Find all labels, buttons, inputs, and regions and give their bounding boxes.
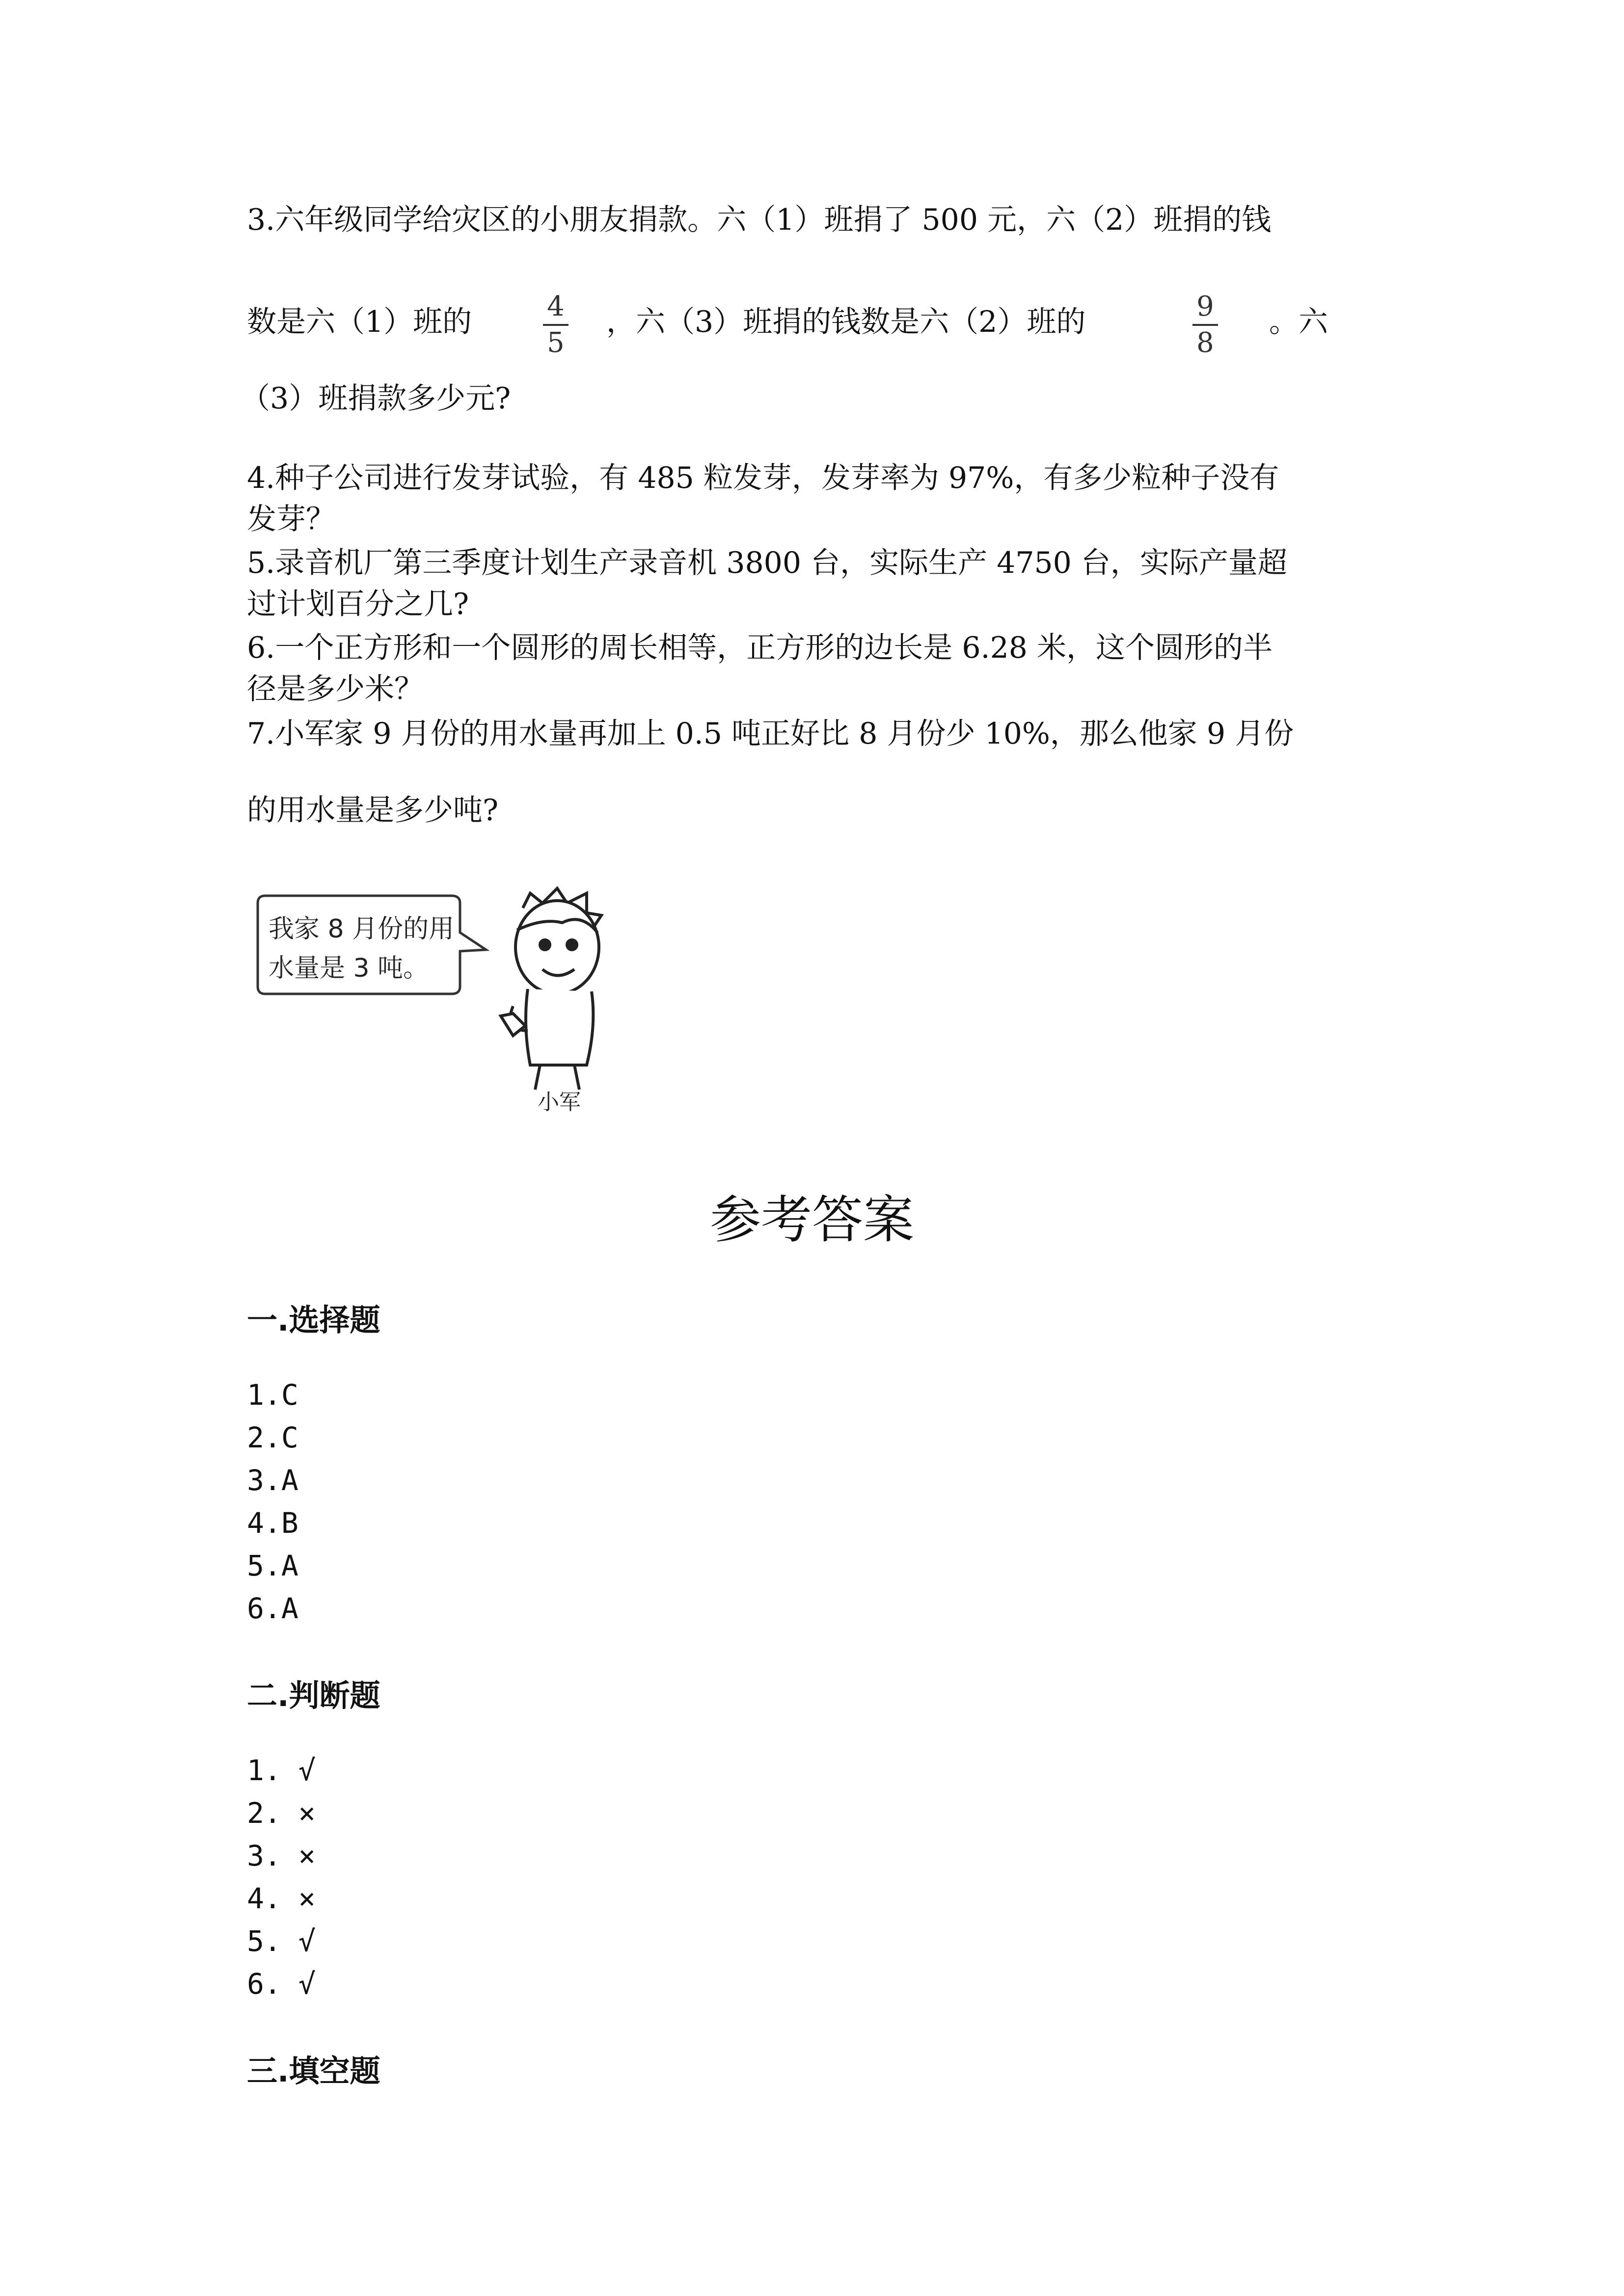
answer-item: 3.A xyxy=(247,1464,298,1497)
section-heading-fill-blank: 三.填空题 xyxy=(247,2053,380,2089)
answer-item: 5. √ xyxy=(247,1924,316,1958)
question-7-line-2: 的用水量是多少吨? xyxy=(247,793,499,828)
question-3-line-2-part-c: 。六 xyxy=(1269,305,1328,339)
fraction-four-fifths xyxy=(536,292,575,358)
answer-item: 4.B xyxy=(247,1506,298,1540)
section-heading-true-false: 二.判断题 xyxy=(247,1678,380,1713)
fraction-denominator: 8 xyxy=(1196,327,1214,359)
answers-title: 参考答案 xyxy=(709,1190,914,1250)
bubble-text-line-2: 水量是 3 吨。 xyxy=(269,954,429,983)
answer-item: 1. √ xyxy=(247,1754,316,1787)
question-3-line-3: （3）班捐款多少元? xyxy=(241,381,511,416)
question-3-line-2-part-a: 数是六（1）班的 xyxy=(247,305,472,339)
question-4-line-2: 发芽？ xyxy=(247,502,335,536)
question-3-line-1: 3.六年级同学给灾区的小朋友捐款。六（1）班捐了 500 元，六（2）班捐的钱 xyxy=(247,203,1272,237)
fraction-nine-eighths xyxy=(1186,292,1225,358)
section-heading-choice: 一.选择题 xyxy=(247,1302,380,1338)
boy-figure xyxy=(501,888,601,1090)
xiaojun-illustration xyxy=(248,883,641,1114)
caption-xiaojun: 小军 xyxy=(538,1090,581,1114)
answer-item: 3. × xyxy=(247,1839,316,1872)
answer-item: 5.A xyxy=(247,1549,298,1582)
question-7-line-1: 7.小军家 9 月份的用水量再加上 0.5 吨正好比 8 月份少 10%，那么他家 9 月份 xyxy=(247,717,1294,751)
answer-item: 6.A xyxy=(247,1592,298,1625)
question-6-line-2: 径是多少米？ xyxy=(247,672,424,706)
answer-item: 4. × xyxy=(247,1882,316,1915)
question-5-line-1: 5.录音机厂第三季度计划生产录音机 3800 台，实际生产 4750 台，实际产量超 xyxy=(247,546,1287,580)
answer-item: 2. × xyxy=(247,1796,316,1830)
fraction-numerator: 4 xyxy=(547,291,565,322)
question-4-line-1: 4.种子公司进行发芽试验，有 485 粒发芽，发芽率为 97%，有多少粒种子没有 xyxy=(247,461,1279,495)
answer-item: 1.C xyxy=(247,1378,298,1412)
answer-item: 2.C xyxy=(247,1421,298,1454)
answer-item: 6. √ xyxy=(247,1967,316,2001)
question-3-line-2-part-b: ，六（3）班捐的钱数是六（2）班的 xyxy=(606,305,1086,339)
question-6-line-1: 6.一个正方形和一个圆形的周长相等，正方形的边长是 6.28 米，这个圆形的半 xyxy=(247,631,1272,665)
question-5-line-2: 过计划百分之几? xyxy=(247,587,469,621)
fraction-bar xyxy=(543,324,568,326)
fraction-bar xyxy=(1192,324,1218,326)
fraction-numerator: 9 xyxy=(1196,291,1214,322)
fraction-denominator: 5 xyxy=(547,327,565,359)
bubble-text-line-1: 我家 8 月份的用 xyxy=(269,914,455,944)
